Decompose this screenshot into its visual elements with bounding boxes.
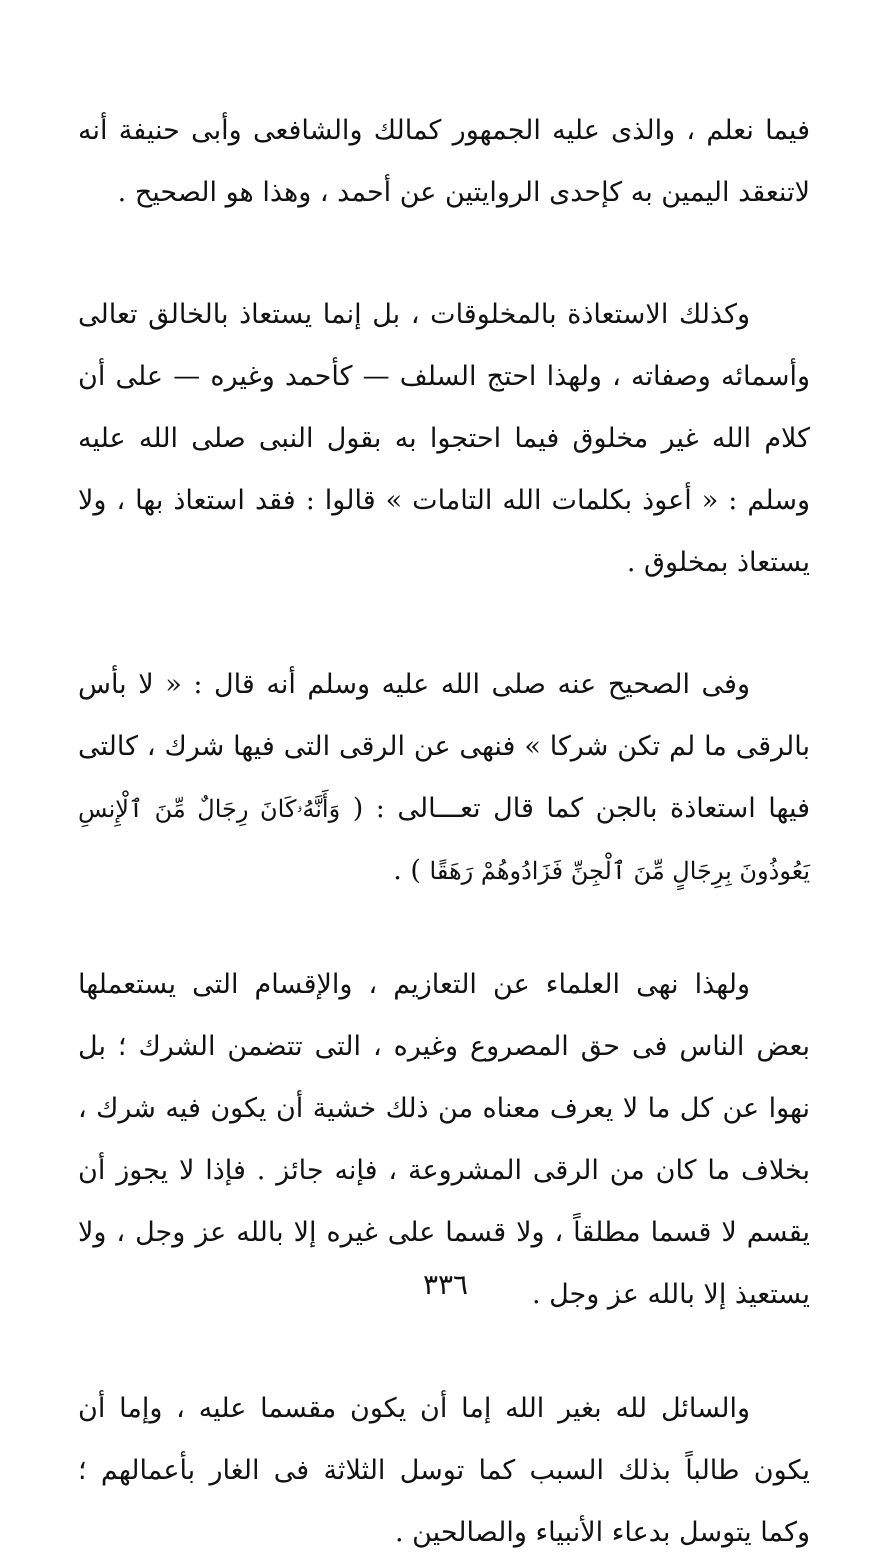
paragraph-gap: [78, 224, 810, 284]
paragraph-4: ولهذا نهى العلماء عن التعازيم ، والإقسام التى يستعملها بعض الناس فى حق المصروع وغيره ، التى تتضمن الشرك ؛ بل نهوا عن كل ما لا يعرف معناه من ذلك خشية أن يكون فيه شرك ، بخلاف ما كان من الرقى المشروعة ، فإنه جائز . فإذا لا يجوز أن يقسم لا قسما مطلقاً ، ولا قسما على غيره إلا بالله عز وجل ، ولا يستعيذ إلا بالله عز وجل .: [78, 969, 810, 1310]
paragraph-5: والسائل لله بغير الله إما أن يكون مقسما عليه ، وإما أن يكون طالباً بذلك السبب كما توسل الثلاثة فى الغار بأعمالهم ؛ وكما يتوسل بدعاء الأنبياء والصالحين .: [78, 1393, 810, 1548]
paragraph-3-text: وفى الصحيح عنه صلى الله عليه وسلم أنه قال : « لا بأس بالرقى ما لم تكن شركا » فنهى عن الرقى التى فيها شرك ، كالتى فيها استعاذة بالجن كما قال تعـــالى : (: [78, 669, 810, 824]
paragraph-2: وكذلك الاستعاذة بالمخلوقات ، بل إنما يستعاذ بالخالق تعالى وأسمائه وصفاته ، ولهذا احتج السلف — كأحمد وغيره — على أن كلام الله غير مخلوق فيما احتجوا به بقول النبى صلى الله عليه وسلم : « أعوذ بكلمات الله التامات » قالوا : فقد استعاذ بها ، ولا يستعاذ بمخلوق .: [78, 299, 810, 578]
paragraph-3: [78, 654, 810, 902]
paragraph-3-closing: ) .: [393, 855, 421, 886]
paragraph-gap: [78, 594, 810, 654]
paragraph-1: فيما نعلم ، والذى عليه الجمهور كمالك والشافعى وأبى حنيفة أنه لاتنعقد اليمين به كإحدى الروايتين عن أحمد ، وهذا هو الصحيح .: [78, 115, 810, 208]
paragraph-gap: [78, 902, 810, 954]
quran-verse: وَأَنَّهُۥكَانَ رِجَالٌ مِّنَ ٱلْإِنسِ يَعُوذُونَ بِرِجَالٍ مِّنَ ٱلْجِنِّ فَزَادُوهُمْ رَهَقًا: [78, 795, 810, 885]
paragraph-gap: [78, 1326, 810, 1378]
page-number: ٣٣٦: [422, 1268, 469, 1301]
